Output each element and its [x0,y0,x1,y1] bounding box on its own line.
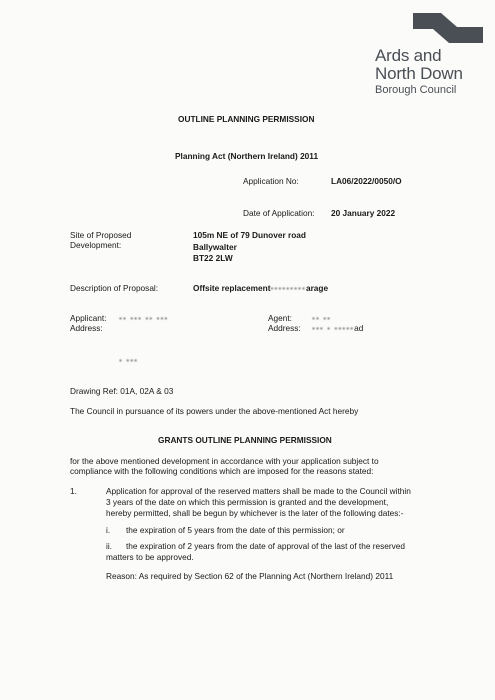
condition-number: 1. [70,486,77,496]
sub-ii-line1: the expiration of 2 years from the date of approval of the last of the reserved [126,541,406,551]
date-label: Date of Application: [243,208,315,218]
proposal-text [193,283,328,293]
application-no-label: Application No: [243,176,299,186]
proposal-value: Offsite replacement [193,283,271,293]
agent-name-redaction: ▪▪ ▪▪ [312,313,332,323]
grants-heading: GRANTS OUTLINE PLANNING PERMISSION [158,435,332,445]
development-line2: compliance with the following conditions which are imposed for the reasons stated: [70,466,374,476]
proposal-tail: arage [305,283,329,293]
pursuance-text: The Council in pursuance of its powers under the above-mentioned Act hereby [70,406,359,416]
logo-text-line2: North Down [375,64,463,83]
drawing-ref: Drawing Ref: 01A, 02A & 03 [70,386,174,396]
agent-label: Agent: [268,313,292,323]
sub-ii-number: ii. [106,541,112,551]
document-title: OUTLINE PLANNING PERMISSION [178,114,315,124]
council-logo-icon [413,13,483,43]
proposal-label: Description of Proposal: [70,283,159,293]
condition-line3: hereby permitted, shall be begun by whichever is the later of the following dates:- [106,508,404,518]
applicant-address-redaction: ▪ ▪▪▪ [119,355,139,365]
agent-address-tail: ad [354,323,364,333]
condition-line1: Application for approval of the reserved matters shall be made to the Council within [106,486,411,496]
agent-address-redaction: ▪▪▪ ▪ ▪▪▪▪▪ [312,323,355,333]
date-value: 20 January 2022 [331,208,396,218]
logo-text-line3: Borough Council [375,84,457,96]
application-no-value: LA06/2022/0050/O [331,176,402,186]
condition-line2: 3 years of the date on which this permission is granted and the development, [106,497,389,507]
development-line1: for the above mentioned development in accordance with your application subject to [70,456,379,466]
sub-i-text: the expiration of 5 years from the date of this permission; or [126,525,345,535]
site-label-line1: Site of Proposed [70,230,132,240]
applicant-name-redaction: ▪▪ ▪▪▪ ▪▪ ▪▪▪ [119,313,169,323]
applicant-address-label: Address: [70,323,103,333]
reason-text: Reason: As required by Section 62 of the Planning Act (Northern Ireland) 2011 [106,571,394,581]
agent-address-label: Address: [268,323,301,333]
logo-text-line1: Ards and [375,46,442,65]
proposal-redaction: ▪▪▪▪▪▪▪▪▪ [270,283,306,293]
site-label-line2: Development: [70,240,122,250]
site-line2: Ballywalter [193,242,237,252]
site-line3: BT22 2LW [193,253,233,263]
agent-address-text [312,323,363,333]
site-line1: 105m NE of 79 Dunover road [193,230,306,240]
sub-ii-line2: matters to be approved. [106,552,194,562]
applicant-label: Applicant: [70,313,107,323]
sub-i-number: i. [106,525,111,535]
act-title: Planning Act (Northern Ireland) 2011 [175,151,319,161]
